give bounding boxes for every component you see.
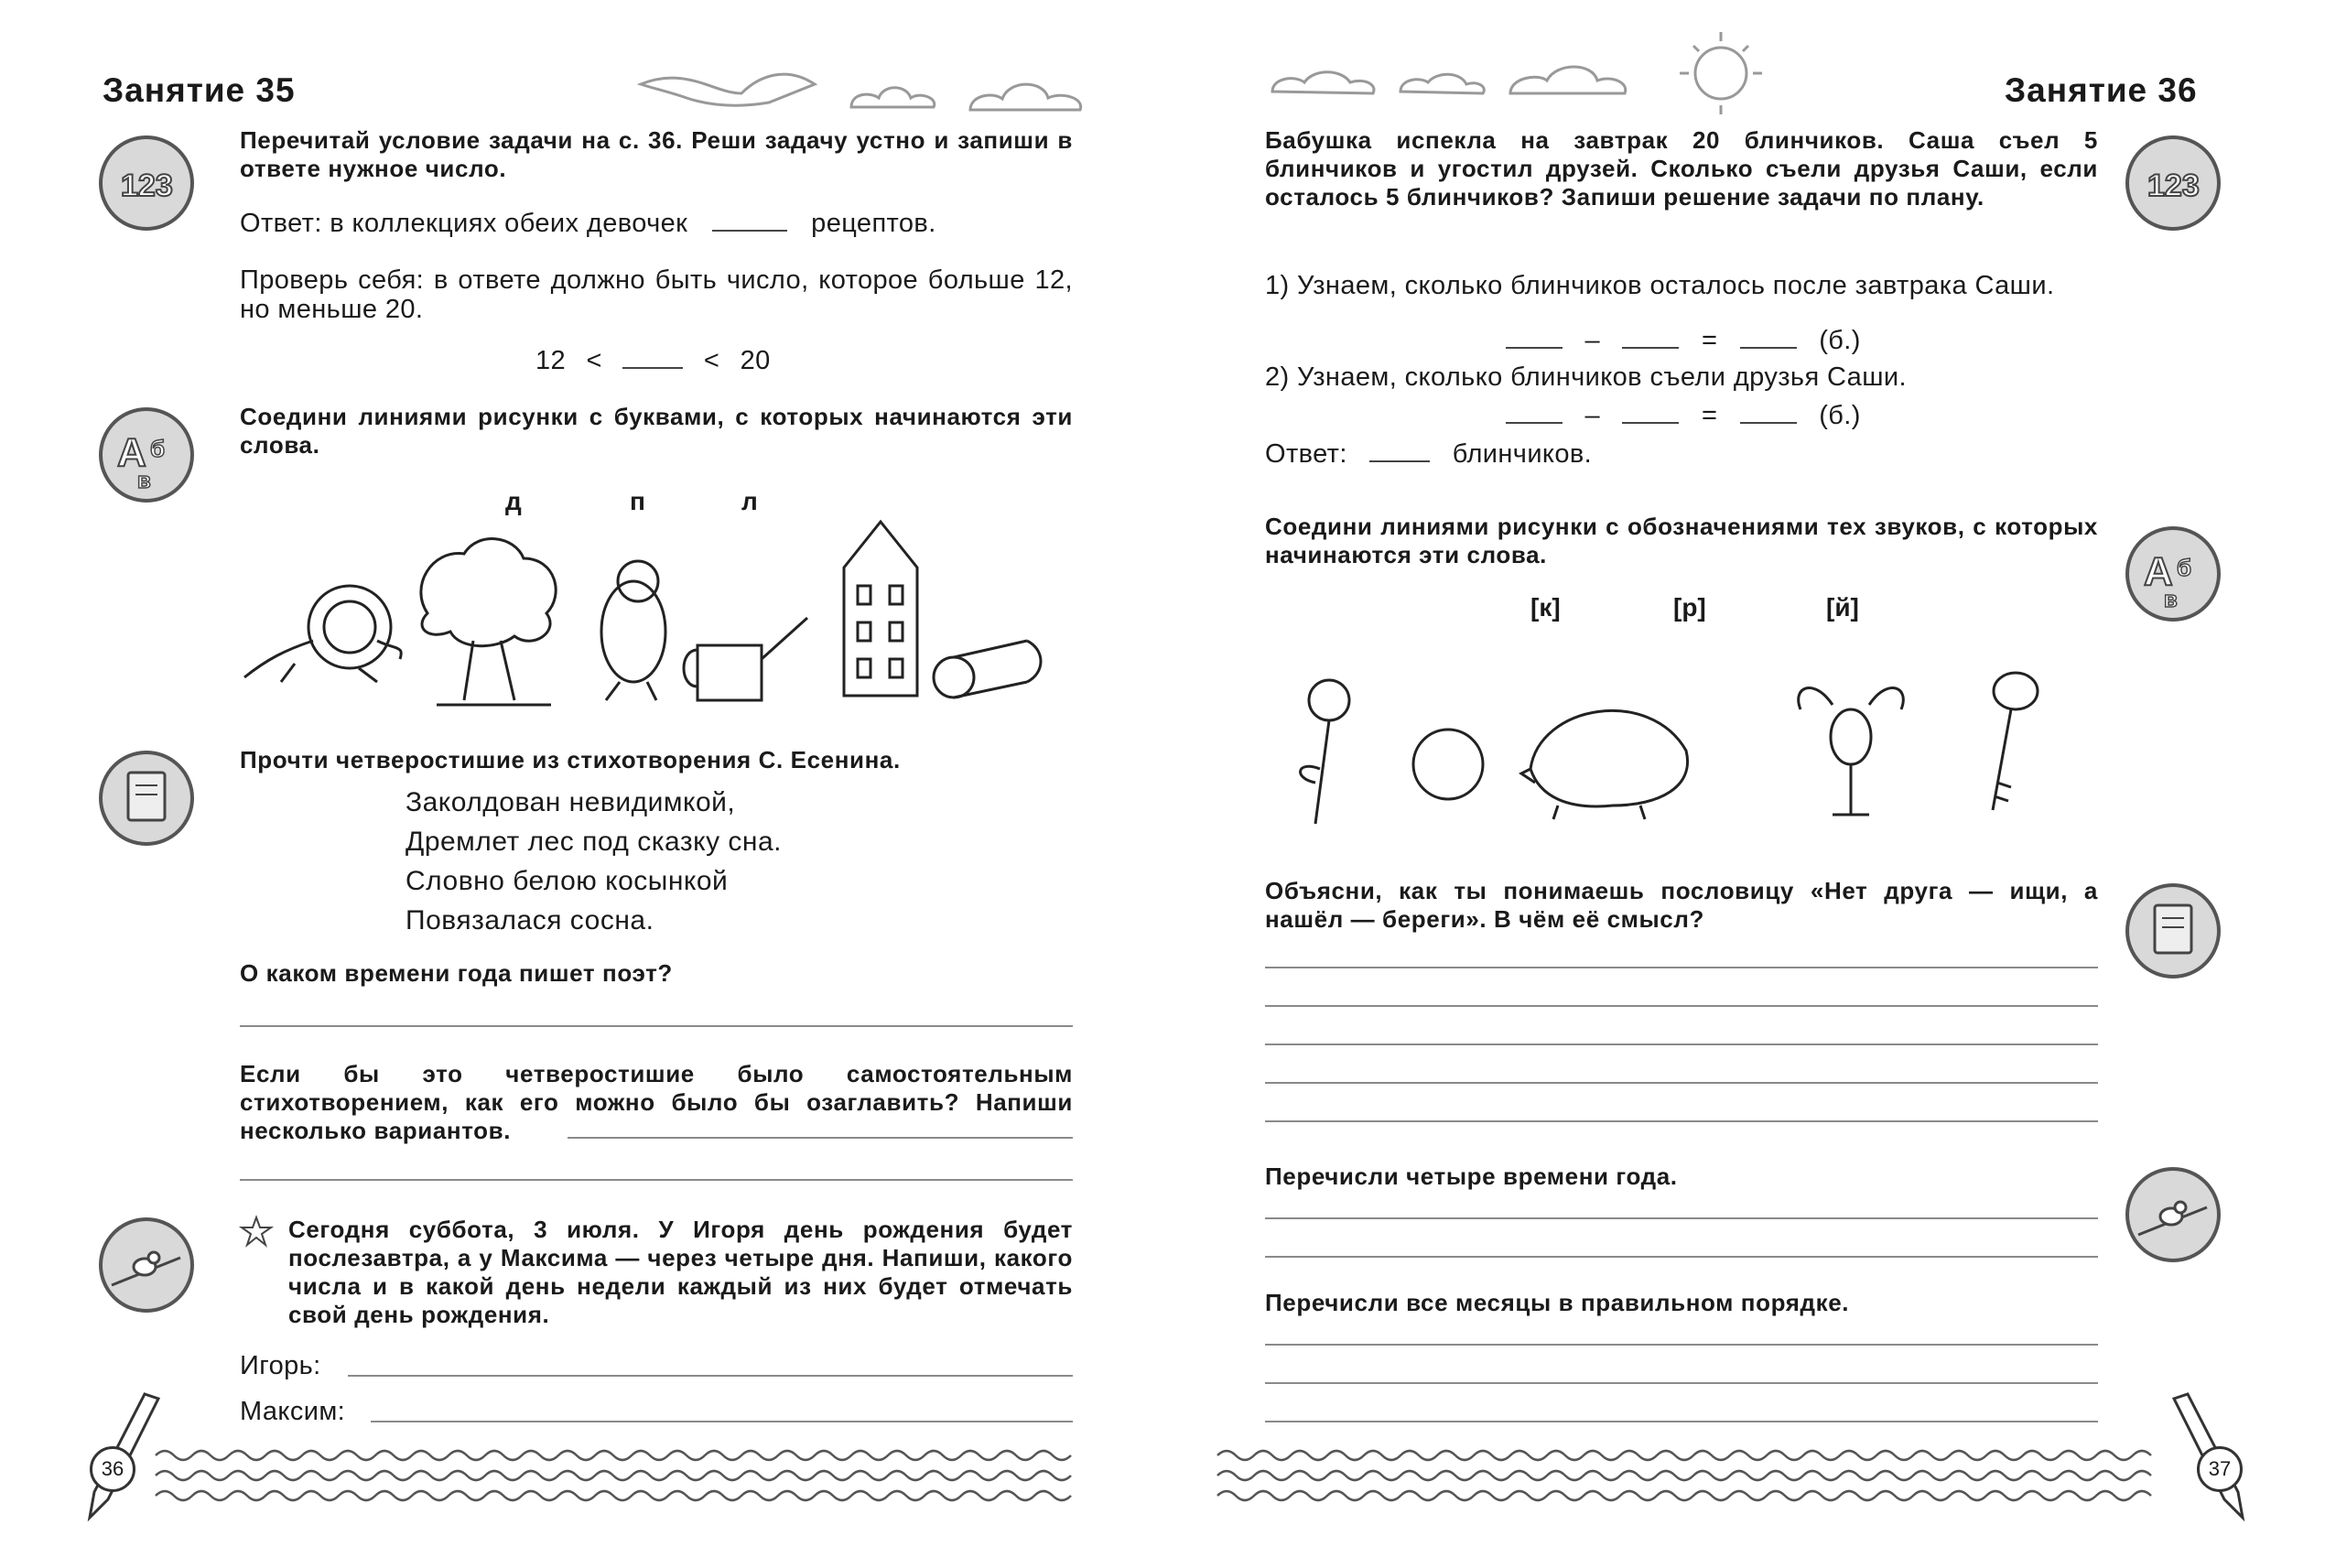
letters-icon-b: б	[2177, 554, 2192, 581]
answer-suffix: рецептов.	[811, 209, 936, 238]
lesson-title-right: Занятие 36	[2005, 71, 2198, 109]
answer-line[interactable]	[1265, 1217, 2098, 1219]
letters-task-icon	[99, 407, 194, 503]
page-number-right: 37	[2197, 1446, 2243, 1492]
answer-line[interactable]	[1265, 1120, 2098, 1122]
label-igor: Игорь:	[240, 1351, 321, 1380]
pictures-row-right	[1265, 659, 2098, 833]
task1-check-text: Проверь себя: в ответе должно быть число, которое больше 12, но меньше 20.	[240, 265, 1073, 324]
key-picture[interactable]	[1993, 673, 2038, 810]
nature-task-icon	[2125, 1167, 2221, 1262]
equals-sign: =	[1701, 401, 1718, 430]
poem-line-2: Дремлет лес под сказку сна.	[406, 827, 782, 857]
math-task-icon	[2125, 135, 2221, 231]
answer-line[interactable]	[1265, 1256, 2098, 1258]
unit-label: (б.)	[1819, 401, 1861, 430]
hedgehog-picture[interactable]	[1521, 710, 1688, 819]
wave-decoration-right	[1217, 1446, 2169, 1510]
poem-line-3: Словно белою косынкой	[406, 866, 729, 896]
letters-icon-v: в	[2164, 588, 2178, 612]
letters-icon-a: А	[117, 430, 146, 475]
label-maxim: Максим:	[240, 1397, 346, 1426]
tree-picture[interactable]	[421, 539, 556, 705]
orange-picture[interactable]	[1413, 730, 1483, 799]
task3-instruction-left: Прочти четверостишие из стихотворения С. Есенина.	[240, 746, 901, 773]
math-icon-digits: 123	[121, 168, 173, 203]
poem-line-4: Повязалася сосна.	[406, 905, 654, 935]
blank-3[interactable]	[1740, 422, 1797, 424]
task4-instruction-left: Сегодня суббота, 3 июля. У Игоря день рождения будет послезавтра, а у Максима — через четыре дня. Напиши, какого числа и в какой день недели каждый из них будет отмечать свой день рождения.	[288, 1216, 1073, 1328]
ineq-left: 12	[535, 346, 567, 375]
igor-answer-line[interactable]	[348, 1375, 1073, 1377]
star-icon	[240, 1216, 273, 1247]
answer-line[interactable]	[240, 1179, 1073, 1181]
step1-equation	[1506, 326, 1861, 355]
task3-question: О каком времени года пишет поэт?	[240, 959, 673, 987]
book-icon	[103, 754, 190, 842]
letters-task-icon	[2125, 526, 2221, 622]
task2-instruction-right: Соедини линиями рисунки с обозначениями тех звуков, с которых начинаются эти слова.	[1265, 513, 2098, 568]
task2-instruction-left: Соедини линиями рисунки с буквами, с которых начинаются эти слова.	[240, 403, 1073, 459]
answer-prefix: Ответ: в коллекциях обеих девочек	[240, 209, 688, 238]
lesson-title-left: Занятие 35	[103, 71, 296, 109]
blank-3[interactable]	[1740, 347, 1797, 349]
step2-text: 2) Узнаем, сколько блинчиков съели друзья Саши.	[1265, 362, 1907, 392]
answer-suffix: блинчиков.	[1452, 439, 1593, 469]
reading-task-icon	[99, 751, 194, 846]
answer-line[interactable]	[1265, 1082, 2098, 1084]
answer-line[interactable]	[1265, 967, 2098, 968]
crayfish-picture[interactable]	[1799, 687, 1904, 815]
step2-equation	[1506, 401, 1861, 430]
letter-l: л	[741, 487, 758, 515]
pictures-row-left	[240, 513, 1091, 714]
ineq-op2: <	[703, 346, 720, 375]
page-number-left: 36	[90, 1446, 135, 1492]
minus-sign: –	[1584, 326, 1600, 355]
sound-y: [й]	[1826, 593, 1859, 622]
letters-icon-b: б	[150, 435, 166, 462]
ineq-op1: <	[586, 346, 602, 375]
answer-blank[interactable]	[712, 230, 787, 232]
inequality	[535, 346, 771, 375]
math-task-icon	[99, 135, 194, 231]
reading-task-icon	[2125, 883, 2221, 979]
lion-picture[interactable]	[244, 586, 401, 682]
answer-line[interactable]	[1265, 1421, 2098, 1422]
letter-d: д	[505, 487, 522, 515]
answer-prefix: Ответ:	[1265, 439, 1347, 469]
answer-line[interactable]	[1265, 1344, 2098, 1346]
nature-task-icon	[99, 1217, 194, 1313]
blank-2[interactable]	[1622, 347, 1679, 349]
house-picture[interactable]	[844, 522, 917, 696]
step1-text: 1) Узнаем, сколько блинчиков осталось после завтрака Саши.	[1265, 271, 2055, 300]
task1-answer-right	[1265, 439, 1592, 469]
penguin-picture[interactable]	[601, 561, 665, 700]
task1-answer-line	[240, 209, 936, 238]
task5-instruction-right: Перечисли все месяцы в правильном порядке.	[1265, 1289, 1850, 1316]
answer-line[interactable]	[1265, 1005, 2098, 1007]
blank-1[interactable]	[1506, 422, 1563, 424]
bird-icon	[103, 1221, 190, 1309]
wave-decoration-left	[156, 1446, 1089, 1510]
rose-picture[interactable]	[1301, 680, 1349, 824]
task3-instruction-right: Объясни, как ты понимаешь пословицу «Нет друга — ищи, а нашёл — береги». В чём её смысл?	[1265, 877, 2098, 933]
answer-line[interactable]	[1265, 1382, 2098, 1384]
answer-line[interactable]	[240, 1025, 1073, 1027]
letter-p: п	[630, 487, 645, 515]
math-icon-digits: 123	[2147, 168, 2200, 203]
answer-line[interactable]	[568, 1137, 1073, 1139]
equals-sign: =	[1701, 326, 1718, 355]
sound-r: [р]	[1673, 593, 1706, 622]
unit-label: (б.)	[1819, 326, 1861, 355]
answer-blank[interactable]	[1369, 460, 1430, 462]
task3-question2: Если бы это четверостишие было самостоятельным стихотворением, как его можно было бы озаглавить? Напиши несколько вариантов.	[240, 1060, 1073, 1144]
blank-2[interactable]	[1622, 422, 1679, 424]
letters-icon-v: в	[137, 469, 151, 493]
task4-instruction-right: Перечисли четыре времени года.	[1265, 1162, 1678, 1190]
minus-sign: –	[1584, 401, 1600, 430]
book-icon	[2129, 887, 2217, 975]
bird-clouds-decoration	[632, 57, 1108, 121]
letters-icon-a: А	[2144, 549, 2173, 594]
bird-icon	[2129, 1171, 2217, 1259]
clouds-sun-decoration	[1263, 27, 1776, 119]
maxim-answer-line[interactable]	[371, 1421, 1073, 1422]
answer-line[interactable]	[1265, 1044, 2098, 1045]
task1-instruction-right: Бабушка испекла на завтрак 20 блинчиков. Саша съел 5 блинчиков и угостил друзей. Сколько съели друзья Саши, если осталось 5 блинчиков? Запиши решение задачи по плану.	[1265, 126, 2098, 211]
blank-1[interactable]	[1506, 347, 1563, 349]
log-picture[interactable]	[934, 641, 1041, 697]
ineq-right: 20	[740, 346, 771, 375]
sound-k: [к]	[1530, 593, 1561, 622]
watering-can-picture[interactable]	[684, 618, 807, 700]
ineq-blank[interactable]	[622, 367, 683, 369]
poem-line-1: Заколдован невидимкой,	[406, 787, 736, 817]
task1-instruction-left: Перечитай условие задачи на с. 36. Реши задачу устно и запиши в ответе нужное число.	[240, 126, 1073, 182]
